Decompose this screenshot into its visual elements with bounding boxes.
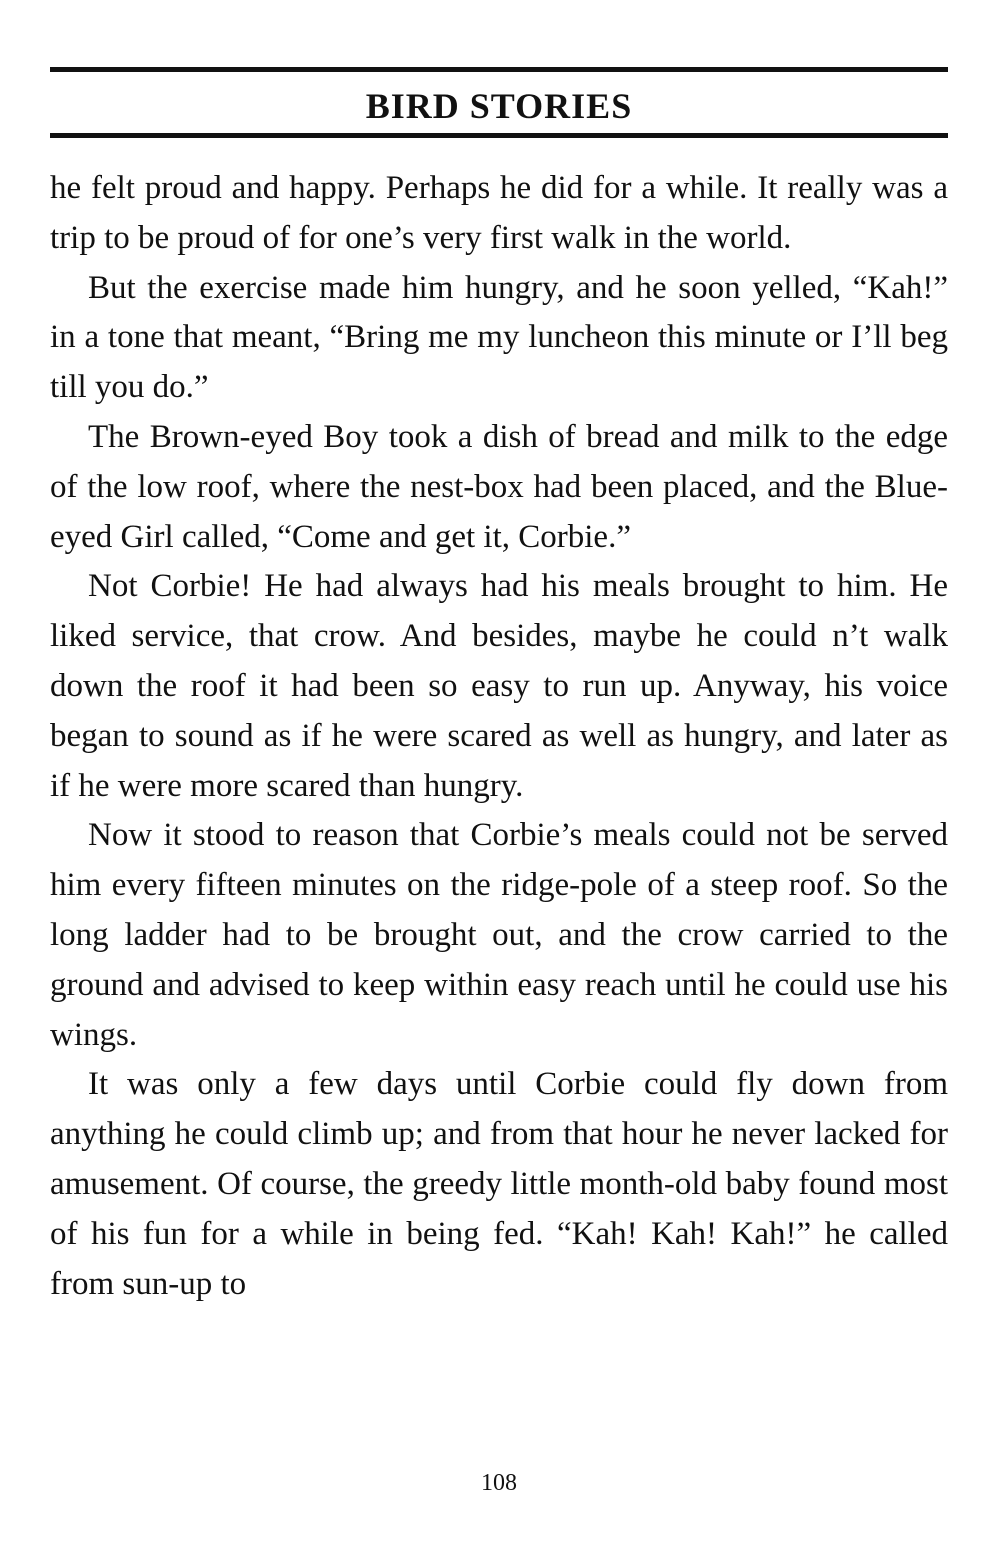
page-number: 108 — [481, 1470, 517, 1496]
paragraph: But the exercise made him hungry, and he soon yelled, “Kah!” in a tone that meant, “Bring me my luncheon this minute or I’ll beg till you do.” — [50, 269, 948, 406]
book-page — [50, 0, 948, 1547]
body-text — [50, 164, 948, 1309]
paragraph: he felt proud and happy. Perhaps he did for a while. It really was a trip to be proud of for one’s very first walk in the world. — [50, 170, 948, 256]
running-head: BIRD STORIES — [365, 86, 633, 126]
paragraph: Not Corbie! He had always had his meals brought to him. He liked service, that crow. And besides, maybe he could n’t walk down the roof it had been so easy to run up. Anyway, his voice began to sound as if he were scared as well as hungry, and later as if he were more scared than hungry. — [50, 568, 948, 804]
paragraph: Now it stood to reason that Corbie’s meals could not be served him every fifteen minutes on the ridge-pole of a steep roof. So the long ladder had to be brought out, and the crow carried to the ground and advised to keep within easy reach until he could use his wings. — [50, 817, 948, 1053]
header-rule-top — [50, 67, 948, 72]
paragraph: The Brown-eyed Boy took a dish of bread and milk to the edge of the low roof, where the nest-box had been placed, and the Blue-eyed Girl called, “Come and get it, Corbie.” — [50, 418, 948, 555]
header-rule-bottom — [50, 133, 948, 138]
paragraph: It was only a few days until Corbie could fly down from anything he could climb up; and from that hour he never lacked for amusement. Of course, the greedy little month-old baby found most of his fun for a while in being fed. “Kah! Kah! Kah!” he called from sun-up to — [50, 1066, 948, 1302]
